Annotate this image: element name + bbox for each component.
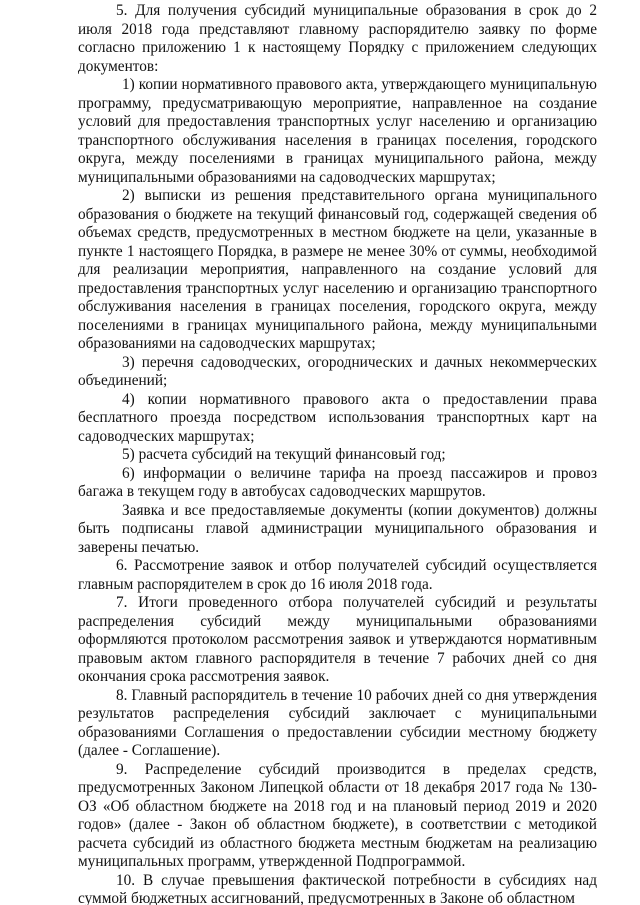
paragraph-item-10: 10. В случае превышения фактической потребности в субсидиях над суммой бюджетных ассигнований, предусмотренных в Законе об областном	[78, 871, 597, 905]
document-body	[78, 2, 597, 905]
paragraph-item-5: 5. Для получения субсидий муниципальные образования в срок до 2 июля 2018 года представляют главному распорядителю заявку по форме согласно приложению 1 к настоящему Порядку с приложением следующих документов:	[78, 2, 597, 75]
paragraph-item-6: 6. Рассмотрение заявок и отбор получателей субсидий осуществляется главным распорядителем в срок до 16 июля 2018 года.	[78, 557, 597, 593]
paragraph-item-7: 7. Итоги проведенного отбора получателей субсидий и результаты распределения субсидий между муниципальными образованиями оформляются протоколом рассмотрения заявок и утверждаются нормативным правовым актом главного распорядителя в течение 7 рабочих дней со дня окончания срока рассмотрения заявок.	[78, 594, 597, 685]
paragraph-subitem-3: 3) перечня садоводческих, огороднических и дачных некоммерческих объединений;	[78, 353, 597, 389]
paragraph-subitem-6: 6) информации о величине тарифа на проезд пассажиров и провоз багажа в текущем году в автобусах садоводческих маршрутов.	[78, 464, 597, 500]
paragraph-item-8: 8. Главный распорядитель в течение 10 рабочих дней со дня утверждения результатов распределения субсидий заключает с муниципальными образованиями Соглашения о предоставлении субсидии местному бюджету (далее - Соглашение).	[78, 686, 597, 759]
paragraph-application-signature: Заявка и все предоставляемые документы (копии документов) должны быть подписаны главой администрации муниципального образования и заверены печатью.	[78, 501, 597, 556]
paragraph-subitem-1: 1) копии нормативного правового акта, утверждающего муниципальную программу, предусматривающую мероприятие, направленное на создание условий для предоставления транспортных услуг населению и организацию транспортного обслуживания населения в границах поселения, городского округа, между поселениями в границах муниципального района, между муниципальными образованиями на садоводческих маршрутах;	[78, 76, 597, 186]
paragraph-subitem-5: 5) расчета субсидий на текущий финансовый год;	[122, 446, 446, 463]
paragraph-subitem-2: 2) выписки из решения представительного органа муниципального образования о бюджете на текущий финансовый год, содержащей сведения об объемах средств, предусмотренных в местном бюджете на цели, указанные в пункте 1 настоящего Порядка, в размере не менее 30% от суммы, необходимой для реализации мероприятия, направленного на создание условий для предоставления транспортных услуг населению и организацию транспортного обслуживания населения в границах поселения, городского округа, между поселениями в границах муниципального района, между муниципальными образованиями на садоводческих маршрутах;	[78, 187, 597, 352]
paragraph-subitem-4: 4) копии нормативного правового акта о предоставлении права бесплатного проезда посредством использования транспортных карт на садоводческих маршрутах;	[78, 390, 597, 445]
paragraph-item-9: 9. Распределение субсидий производится в пределах средств, предусмотренных Законом Липецкой области от 18 декабря 2017 года № 130-ОЗ «Об областном бюджете на 2018 год и на плановый период 2019 и 2020 годов» (далее - Закон об областном бюджете), в соответствии с методикой расчета субсидий из областного бюджета местным бюджетам на реализацию муниципальных программ, утвержденной Подпрограммой.	[78, 760, 597, 870]
